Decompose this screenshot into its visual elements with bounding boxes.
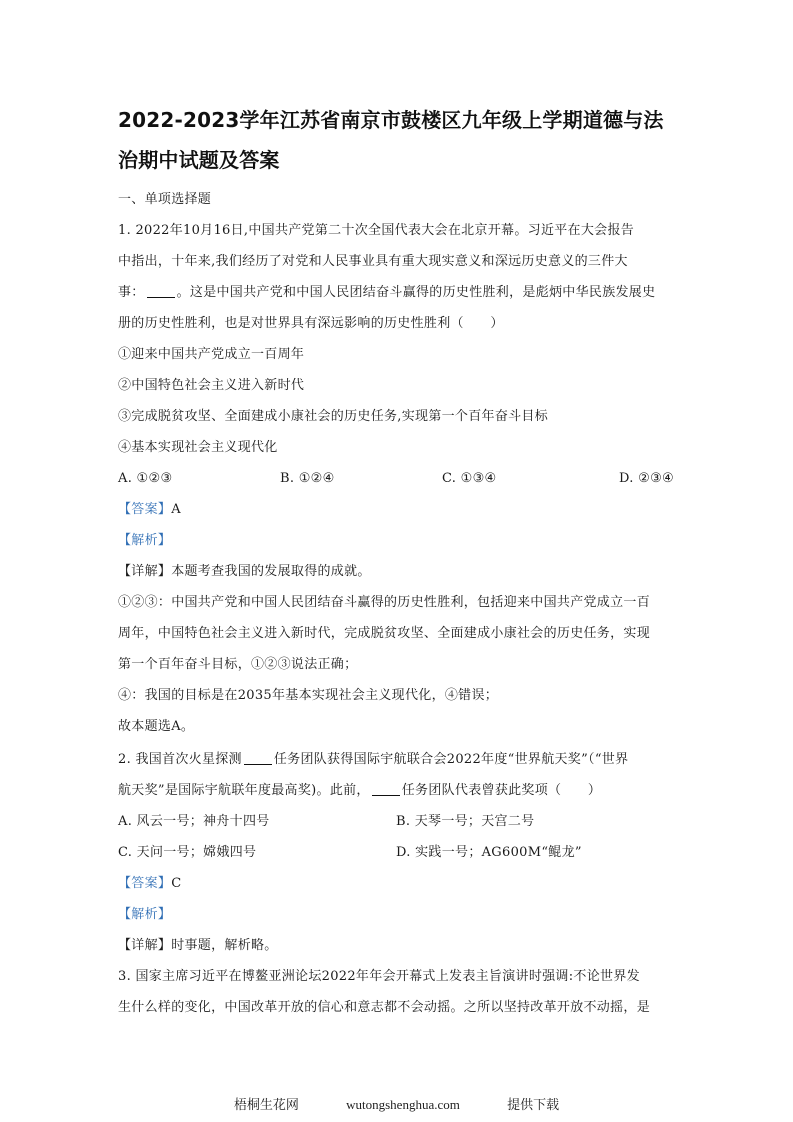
stem-text: 国家主席习近平在博鳌亚洲论坛2022年年会开幕式上发表主旨演讲时强调:不论世界发 [135, 969, 640, 984]
question-stem-line [118, 215, 674, 246]
question-number: 2. [118, 752, 132, 767]
option-a: A. ①②③ [118, 471, 173, 486]
answer-line [118, 868, 674, 899]
footer-site-name: 梧桐生花网 [233, 1097, 299, 1112]
footer-note: 提供下载 [507, 1097, 560, 1112]
option-c: C. 天问一号；嫦娥四号 [118, 845, 257, 860]
footer-url[interactable]: wutongshenghua.com [346, 1097, 460, 1112]
fill-blank [244, 750, 272, 765]
fill-blank [147, 283, 175, 298]
option-d: D. ②③④ [619, 471, 674, 486]
option-c: C. ①③④ [442, 471, 497, 486]
question-stem-line: 册的历史性胜利，也是对世界具有深远影响的历史性胜利（ ） [118, 316, 504, 331]
section-single-choice [118, 184, 674, 1023]
stem-text: 我国首次火星探测 [135, 752, 242, 767]
title-line-1: 2022-2023学年江苏省南京市鼓楼区九年级上学期道德与法 [118, 108, 664, 132]
question-number: 1. [118, 223, 132, 238]
option-b: B. ①②④ [280, 471, 335, 486]
answer-label: 【答案】 [118, 502, 172, 517]
statement: ③完成脱贫攻坚、全面建成小康社会的历史任务,实现第一个百年奋斗目标 [118, 409, 549, 424]
question-stem-line: 中指出，十年来,我们经历了对党和人民事业具有重大现实意义和深远历史意义的三件大 [118, 254, 628, 269]
question-3 [118, 961, 674, 1023]
statement: ②中国特色社会主义进入新时代 [118, 378, 305, 393]
title-line-2: 治期中试题及答案 [118, 148, 280, 172]
stem-text: 航天奖”是国际宇航联年度最高奖)。此前， [118, 783, 370, 798]
options-row [118, 463, 674, 494]
detail-line: ①②③：中国共产党和中国人民团结奋斗赢得的历史性胜利，包括迎来中国共产党成立一百 [118, 595, 651, 610]
question-number: 3. [118, 969, 132, 984]
detail-line: ④：我国的目标是在2035年基本实现社会主义现代化，④错误； [118, 688, 499, 703]
question-stem-line: 生什么样的变化，中国改革开放的信心和意志都不会动摇。之所以坚持改革开放不动摇，是 [118, 1000, 651, 1015]
stem-text: 事： [118, 285, 145, 300]
answer-value: C [171, 876, 182, 891]
answer-line [118, 494, 674, 525]
detail-text: 本题考查我国的发展取得的成就。 [171, 564, 371, 579]
statement: ④基本实现社会主义现代化 [118, 440, 278, 455]
fill-blank [372, 781, 400, 796]
stem-text: 。这是中国共产党和中国人民团结奋斗赢得的历史性胜利，是彪炳中华民族发展史 [176, 285, 656, 300]
statement: ①迎来中国共产党成立一百周年 [118, 347, 305, 362]
question-stem-line [118, 277, 674, 308]
detail-line: 故本题选A。 [118, 719, 195, 734]
question-stem-line [118, 744, 674, 775]
detail-label: 【详解】 [118, 564, 172, 579]
option-d: D. 实践一号；AG600M“鲲龙” [396, 845, 582, 860]
detail-text: 时事题，解析略。 [171, 938, 278, 953]
detail-line [118, 930, 674, 961]
detail-line: 第一个百年奋斗目标，①②③说法正确； [118, 657, 358, 672]
document-page [118, 100, 674, 1023]
analysis-label: 【解析】 [118, 907, 172, 922]
stem-text: 任务团队获得国际宇航联合会2022年度“世界航天奖”（“世界 [273, 752, 629, 767]
detail-line [118, 556, 674, 587]
question-2 [118, 744, 674, 961]
answer-value: A [171, 502, 181, 517]
option-b: B. 天琴一号；天宫二号 [396, 814, 535, 829]
section-heading: 一、单项选择题 [118, 192, 212, 207]
question-1 [118, 215, 674, 742]
page-footer [0, 1094, 793, 1113]
option-a: A. 风云一号；神舟十四号 [118, 814, 270, 829]
question-stem-line [118, 961, 674, 992]
answer-label: 【答案】 [118, 876, 172, 891]
question-stem-line [118, 775, 674, 806]
detail-line: 周年，中国特色社会主义进入新时代，完成脱贫攻坚、全面建成小康社会的历史任务，实现 [118, 626, 651, 641]
detail-label: 【详解】 [118, 938, 172, 953]
options-row [118, 806, 674, 837]
options-row [118, 837, 674, 868]
stem-text: 2022年10月16日,中国共产党第二十次全国代表大会在北京开幕。习近平在大会报告 [135, 223, 635, 238]
stem-text: 任务团队代表曾获此奖项（ ） [401, 783, 602, 798]
document-title [118, 100, 674, 180]
analysis-label: 【解析】 [118, 533, 172, 548]
